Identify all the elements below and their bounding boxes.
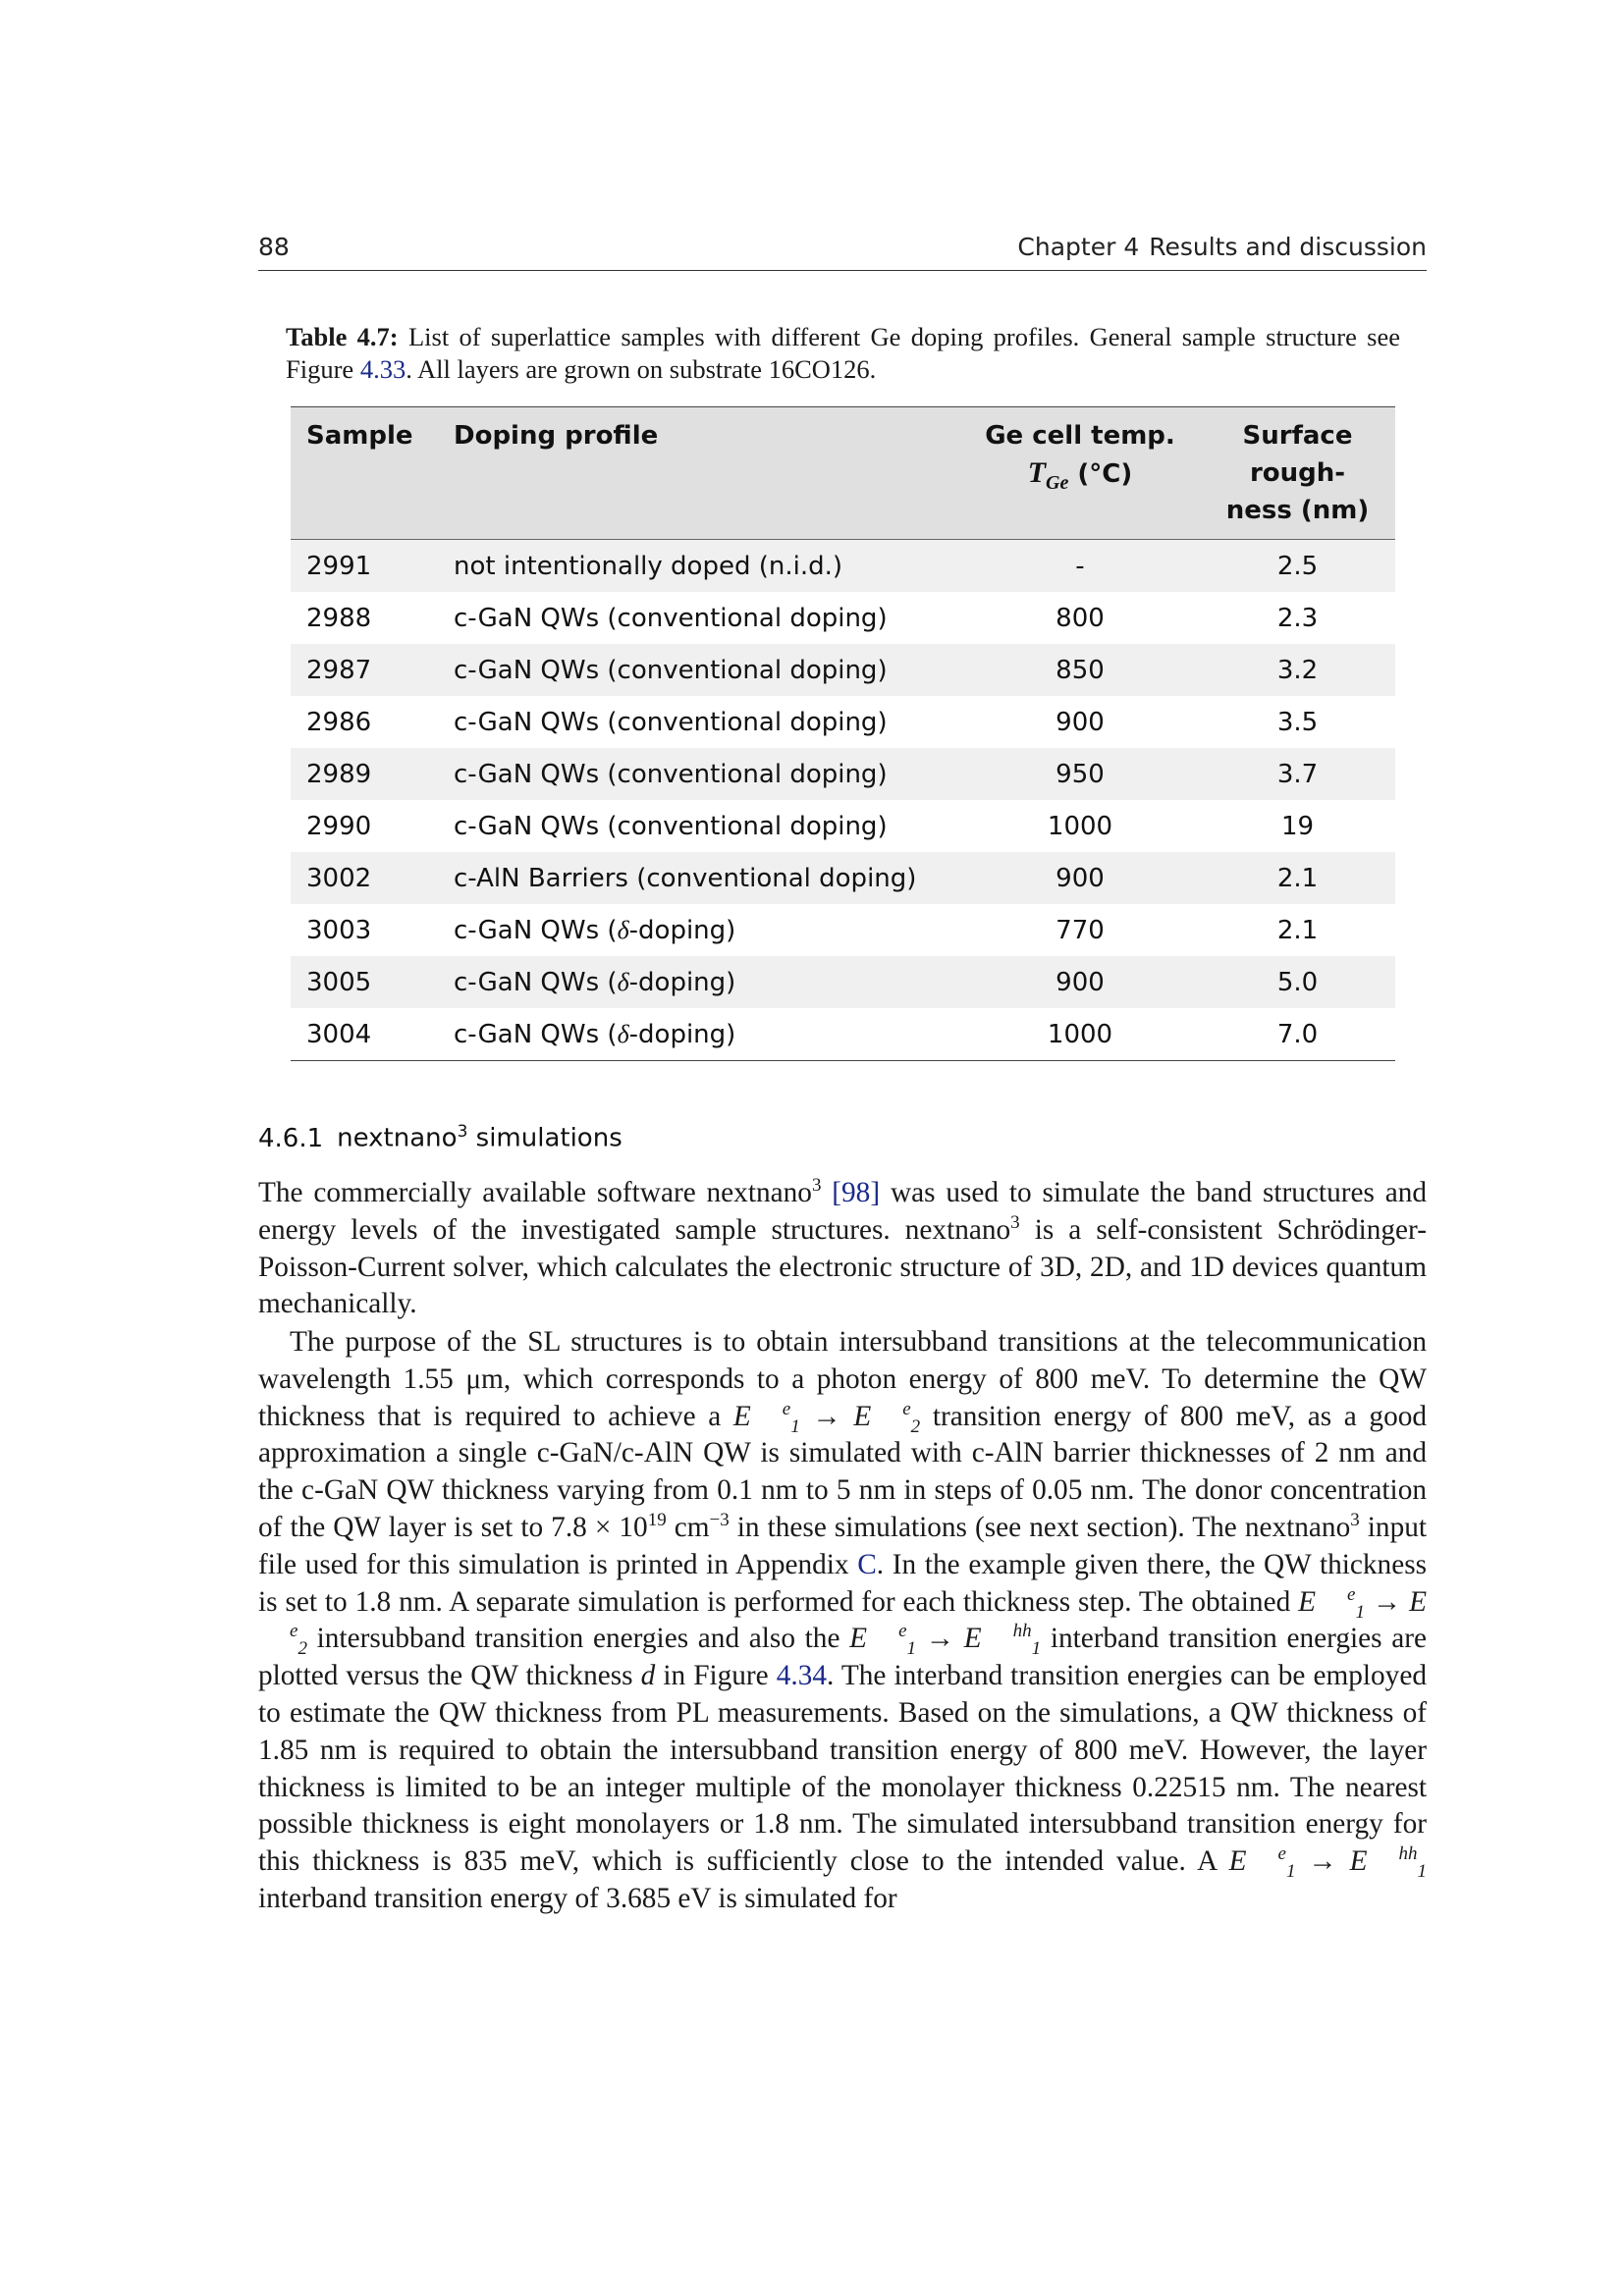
cell-doping: c-GaN QWs (conventional doping) [454, 655, 888, 685]
header-ge-cell-temp-line2: $T_{Ge}$ (°C) [1027, 456, 1133, 494]
cell-sample: 3003 [306, 915, 372, 945]
header-surface-roughness: Surface rough- ness (nm) [1225, 421, 1370, 525]
cell-roughness: 19 [1280, 811, 1315, 841]
figure-reference-link[interactable]: 4.33 [359, 354, 406, 384]
running-head [1017, 233, 1427, 261]
cell-temp: 950 [1056, 759, 1105, 789]
energy-symbol: E $^{hh}_1$ [963, 1621, 1042, 1660]
energy-symbol: $E^e_2$ [290, 1585, 1427, 1660]
table-row [291, 956, 1395, 1008]
header-doping-profile: Doping profile [454, 421, 659, 451]
section-title-suffix: simulations [475, 1123, 623, 1153]
cell-doping: c-GaN QWs (δ-doping) [454, 1019, 736, 1049]
table-caption-text-end: . All layers are grown on substrate 16CO126. [406, 354, 877, 384]
cell-sample: 3004 [306, 1019, 372, 1049]
cell-temp: 770 [1056, 915, 1105, 945]
table-row [291, 696, 1395, 748]
table-row [291, 540, 1395, 593]
cell-doping: c-GaN QWs (δ-doping) [454, 967, 736, 997]
energy-symbol: E $^{hh}_1$ [1349, 1843, 1427, 1883]
cell-roughness: 2.1 [1276, 915, 1319, 945]
cell-doping: not intentionally doped (n.i.d.) [454, 551, 843, 581]
appendix-link[interactable]: C [857, 1548, 877, 1580]
page-number: 88 [258, 233, 290, 261]
cell-temp: 900 [1056, 863, 1105, 893]
header-sample: Sample [306, 421, 413, 451]
table-row [291, 644, 1395, 696]
temperature-symbol: $T_{Ge}$ [1027, 456, 1069, 494]
header-ge-cell-temp-line1: Ge cell temp. [985, 421, 1175, 451]
cell-roughness: 2.3 [1276, 603, 1319, 633]
section-heading [258, 1122, 623, 1153]
cell-sample: 2991 [306, 551, 372, 581]
cell-doping: c-AlN Barriers (conventional doping) [454, 863, 917, 893]
citation-link[interactable]: [98] [832, 1177, 881, 1208]
cell-roughness: 3.7 [1276, 759, 1319, 789]
figure-reference-link[interactable]: 4.34 [776, 1660, 828, 1692]
cell-sample: 3005 [306, 967, 372, 997]
cell-roughness: 7.0 [1276, 1019, 1319, 1049]
table-caption-text: List of superlattice samples with different Ge doping profiles. General sample structure see Figure [286, 322, 1400, 384]
chapter-label: Chapter 4 [1017, 233, 1140, 261]
cell-roughness: 5.0 [1276, 967, 1319, 997]
header-ge-cell-temp [960, 407, 1200, 540]
energy-symbol: E $^e_1$ [849, 1621, 916, 1660]
cell-doping: c-GaN QWs (conventional doping) [454, 811, 888, 841]
cell-sample: 2988 [306, 603, 372, 633]
paragraph-intro: The commercially available software nextnano$^3$ [98] was used to simulate the band structures and energy levels of the investigated sample structures. nextnano$^3$ is a self-consistent Schrödinger-Poisson-Current solver, which calculates the electronic structure of 3D, 2D, and 1D devices quantum mechanically. [258, 1175, 1428, 1320]
cell-temp: 1000 [1047, 1019, 1113, 1049]
cell-temp: 800 [1056, 603, 1105, 633]
cell-doping: c-GaN QWs (δ-doping) [454, 915, 736, 945]
table-caption-label: Table 4.7: [286, 322, 399, 351]
cell-temp: 1000 [1047, 811, 1113, 841]
cell-sample: 2987 [306, 655, 372, 685]
table-row [291, 1008, 1395, 1061]
cell-roughness: 3.2 [1276, 655, 1319, 685]
cell-temp: - [1075, 551, 1085, 581]
cell-doping: c-GaN QWs (conventional doping) [454, 603, 888, 633]
energy-symbol: E $^e_1$ [732, 1398, 800, 1437]
cell-roughness: 2.5 [1276, 551, 1319, 581]
superlattice-samples-table [291, 406, 1395, 1061]
table-row [291, 748, 1395, 800]
cell-sample: 2989 [306, 759, 372, 789]
thickness-variable: d [640, 1660, 656, 1692]
energy-symbol: E $^e_1$ [1228, 1843, 1296, 1883]
table-row [291, 592, 1395, 644]
section-title-superscript: 3 [457, 1122, 468, 1142]
cell-sample: 3002 [306, 863, 372, 893]
energy-symbol: E $^e_2$ [853, 1398, 921, 1437]
table-row [291, 904, 1395, 956]
table-header-row [291, 407, 1395, 540]
cell-doping: c-GaN QWs (conventional doping) [454, 759, 888, 789]
cell-temp: 850 [1056, 655, 1105, 685]
cell-temp: 900 [1056, 707, 1105, 737]
section-number: 4.6.1 [258, 1123, 324, 1153]
cell-sample: 2986 [306, 707, 372, 737]
cell-roughness: 2.1 [1276, 863, 1319, 893]
table-row [291, 852, 1395, 904]
cell-temp: 900 [1056, 967, 1105, 997]
page-header [258, 231, 1427, 271]
table-row [291, 800, 1395, 852]
cell-roughness: 3.5 [1276, 707, 1319, 737]
cell-doping: c-GaN QWs (conventional doping) [454, 707, 888, 737]
energy-symbol: E $^e_1$ [1298, 1583, 1365, 1623]
section-title: nextnano [337, 1123, 458, 1153]
cell-sample: 2990 [306, 811, 372, 841]
chapter-title: Results and discussion [1149, 233, 1427, 261]
paragraph-purpose: The purpose of the SL structures is to obtain intersubband transitions at the telecommunication wavelength 1.55 μm, which corresponds to a photon energy of 800 meV. To determine the QW thickness that is required to achieve a E $^e_1$ → E $^e_2$ transition energy of 800 meV, as a good approximation a single c-GaN/c-AlN QW is simulated with c-AlN barrier thicknesses of 2 nm and the c-GaN QW thickness varying from 0.1 nm to 5 nm in steps of 0.05 nm. The donor concentration of the QW layer is set to $7.8 \times 10^{19}$ $cm^{-3}$ in these simulations (see next section). The nextnano$^3$ input file used for this simulation is printed in Appendix C. In the example given there, the QW thickness is set to 1.8 nm. A separate simulation is performed for each thickness step. The obtained E $^e_1 \to E^e_2$ intersubband transition energies and also the E $^e_1$ → E $^{hh}_1$ interband transition energies are plotted versus the QW thickness d in Figure 4.34. The interband transition energies can be employed to estimate the QW thickness from PL measurements. Based on the simulations, a QW thickness of 1.85 nm is required to obtain the intersubband transition energy of 800 meV. However, the layer thickness is limited to be an integer multiple of the monolayer thickness 0.22515 nm. The nearest possible thickness is eight monolayers or 1.8 nm. The simulated intersubband transition energy for this thickness is 835 meV, which is sufficiently close to the intended value. A E $^e_1$ → E $^{hh}_1$ interband transition energy of 3.685 eV is simulated for [258, 1326, 1428, 1914]
table-caption [286, 321, 1400, 386]
